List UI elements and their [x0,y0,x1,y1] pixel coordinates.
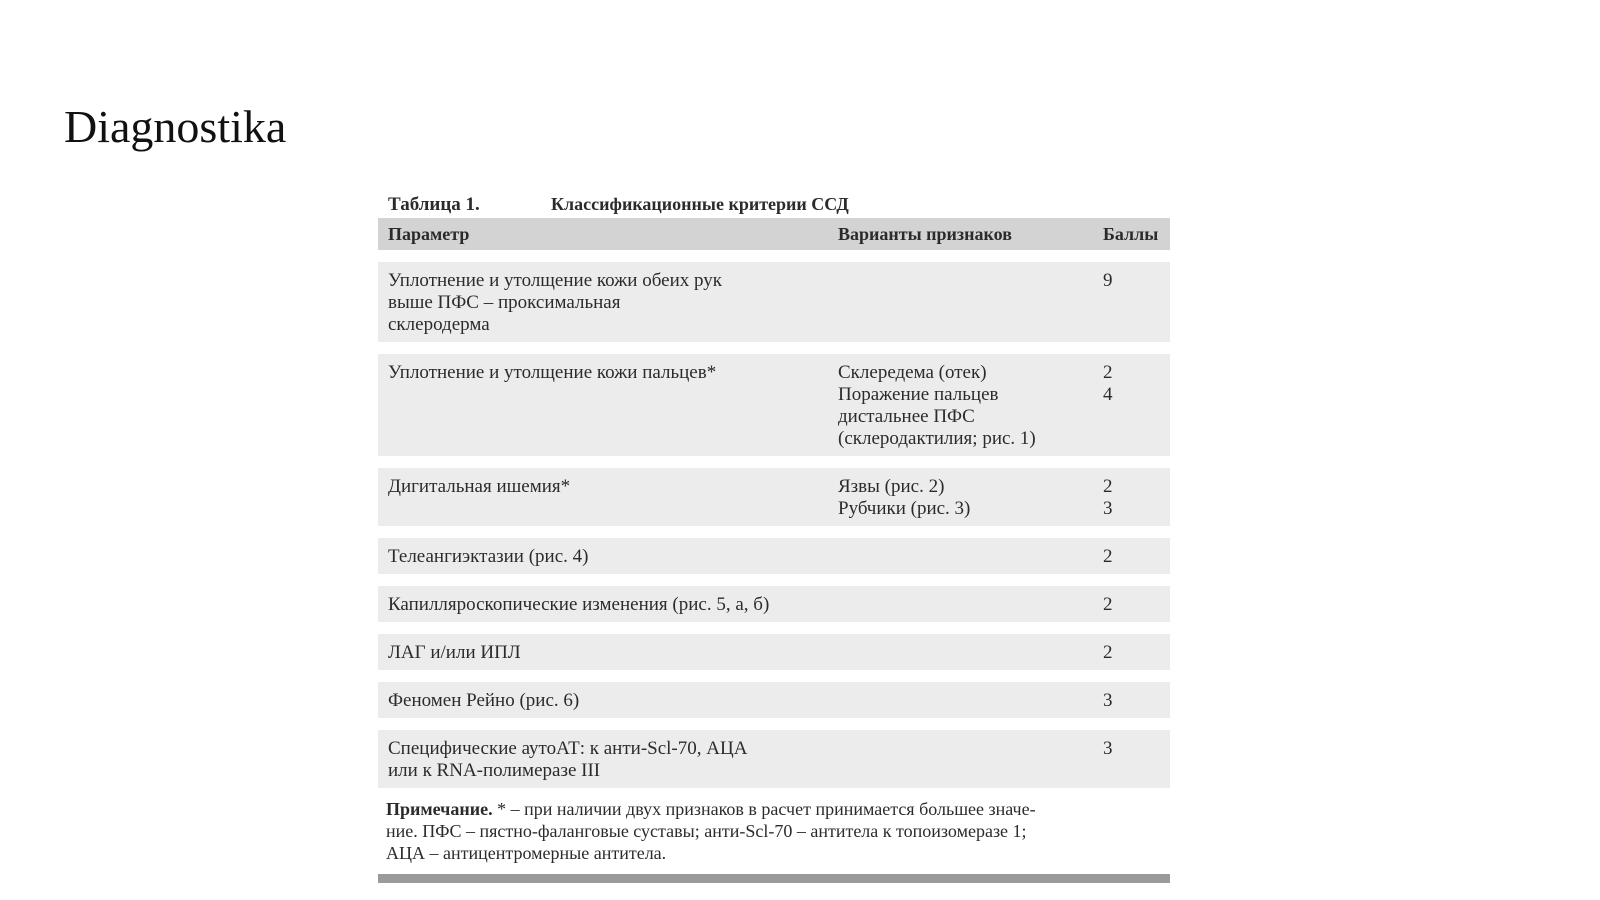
cell-variants [828,634,1093,682]
table-image [378,188,1170,883]
table-row [378,586,1170,634]
cell-parameter: Капилляроскопические изменения (рис. 5, а, б) [378,586,828,634]
table-row [378,538,1170,586]
cell-parameter: Уплотнение и утолщение кожи пальцев* [378,354,828,468]
table-caption-number: Таблица 1. [388,194,480,215]
cell-parameter: ЛАГ и/или ИПЛ [378,634,828,682]
cell-variants [828,730,1093,788]
header-variants: Варианты признаков [828,218,1093,250]
cell-score: 2 [1093,634,1170,682]
table-row [378,682,1170,730]
cell-score: 2 [1093,586,1170,634]
cell-variants [828,586,1093,634]
cell-parameter: Уплотнение и утолщение кожи обеих рук выше ПФС – проксимальная склеродерма [378,250,828,354]
note-label: Примечание. [386,799,493,819]
note-line: АЦА – антицентромерные антитела. [386,843,667,863]
table-caption-title: Классификационные критерии ССД [551,194,849,214]
table-row [378,730,1170,788]
cell-parameter: Феномен Рейно (рис. 6) [378,682,828,730]
table-caption [378,188,1170,218]
bottom-rule [378,874,1170,883]
table-row [378,468,1170,538]
cell-score: 2 3 [1093,468,1170,538]
cell-variants [828,538,1093,586]
cell-score: 2 [1093,538,1170,586]
cell-score: 2 4 [1093,354,1170,468]
table-row [378,634,1170,682]
table-header-row [378,218,1170,250]
criteria-table [378,218,1170,788]
table-note [378,788,1170,870]
note-line: ние. ПФС – пястно-фаланговые суставы; анти-Scl-70 – антитела к топоизомеразе 1; [386,821,1027,841]
table-row [378,250,1170,354]
header-score: Баллы [1093,218,1170,250]
note-line: * – при наличии двух признаков в расчет принимается большее значе- [492,799,1036,819]
slide-title: Diagnostika [64,101,287,152]
cell-score: 3 [1093,682,1170,730]
table-row [378,354,1170,468]
cell-parameter: Специфические аутоАТ: к анти-Scl-70, АЦА или к RNA-полимеразе III [378,730,828,788]
cell-parameter: Дигитальная ишемия* [378,468,828,538]
cell-score: 9 [1093,250,1170,354]
cell-parameter: Телеангиэктазии (рис. 4) [378,538,828,586]
cell-variants: Язвы (рис. 2) Рубчики (рис. 3) [828,468,1093,538]
header-parameter: Параметр [378,218,828,250]
cell-variants: Склередема (отек) Поражение пальцев дистальнее ПФС (склеродактилия; рис. 1) [828,354,1093,468]
cell-variants [828,250,1093,354]
cell-score: 3 [1093,730,1170,788]
cell-variants [828,682,1093,730]
